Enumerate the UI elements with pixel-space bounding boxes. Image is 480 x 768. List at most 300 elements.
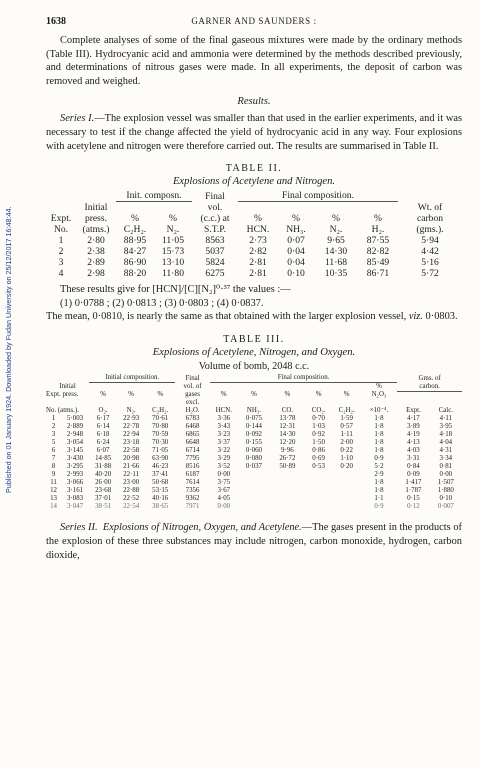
table-cell: 3·75 — [217, 479, 231, 487]
table2-h-nh3: NH₃. — [286, 224, 306, 236]
table-cell: 22·93 — [123, 415, 140, 423]
table-cell: 0·04 — [287, 257, 305, 269]
table-cell: 14·30 — [279, 431, 296, 439]
table-cell: 3·37 — [217, 439, 231, 447]
table-cell: 1·507 — [437, 479, 454, 487]
table-cell: 3·34 — [439, 455, 453, 463]
table-cell: 22·11 — [123, 471, 140, 479]
table2-h-n2: N₂. — [166, 224, 180, 236]
table-cell: 0·00 — [217, 471, 231, 479]
table-cell: 40·16 — [152, 495, 169, 503]
table3-h-initial: Initial — [59, 383, 76, 391]
table-cell: 8516 — [185, 463, 200, 471]
mean-viz: viz. — [408, 311, 423, 323]
table-cell: 82·82 — [366, 246, 390, 258]
table-cell — [333, 471, 361, 479]
table-cell: 2 — [51, 423, 56, 431]
table3-h-c2h2f: C₂H₂. — [338, 407, 355, 415]
table-cell — [305, 487, 333, 495]
download-notice: Published on 01 January 1924. Downloaded by Fudan University on 25/12/2017 16:48:44. — [4, 206, 13, 494]
table3-h-gases: gases — [185, 391, 200, 399]
table-cell — [238, 479, 270, 487]
table-cell: 6·24 — [96, 439, 110, 447]
table3-subtitle: Volume of bomb, 2048 c.c. — [198, 360, 310, 372]
table-cell: 1·8 — [374, 487, 384, 495]
table-row — [46, 257, 462, 268]
running-head — [46, 16, 462, 34]
table-cell: 0·57 — [340, 423, 353, 431]
table-cell: 4·31 — [439, 447, 453, 455]
table-cell: 3·066 — [67, 479, 84, 487]
table-cell — [238, 487, 270, 495]
table-cell: 22·58 — [123, 447, 140, 455]
table-cell: 5824 — [205, 257, 225, 269]
table-row — [46, 235, 462, 246]
table-row — [46, 463, 462, 471]
table-cell: 11·05 — [161, 235, 185, 247]
table-cell: 14 — [50, 503, 57, 511]
table-cell — [270, 503, 304, 511]
table-cell: 23·68 — [95, 487, 112, 495]
table-cell: 5·16 — [421, 257, 439, 269]
table2-h-vol: vol. — [207, 202, 223, 214]
mean-text-b: 0·0803. — [422, 311, 458, 323]
table-cell: 2·98 — [87, 268, 105, 280]
table-cell: 6187 — [185, 471, 200, 479]
table-cell: 1·8 — [374, 431, 384, 439]
table-cell: 0·092 — [245, 431, 262, 439]
table2-title: Explosions of Acetylene and Nitrogen. — [172, 176, 336, 188]
table3-h-pct: % — [220, 391, 227, 399]
table-cell: 5·2 — [374, 463, 384, 471]
table-row — [46, 268, 462, 279]
table-cell: 26·00 — [95, 479, 112, 487]
table3 — [46, 374, 462, 512]
table-cell — [238, 471, 270, 479]
table-cell: 1·11 — [340, 431, 353, 439]
table3-group-init: Initial composition. — [89, 374, 175, 383]
ratio-line: These results give for [HCN]/[C][N₂]⁰·³⁷ the values :— — [60, 284, 291, 296]
table-cell: 4·18 — [439, 431, 453, 439]
table-cell: 4·04 — [439, 439, 453, 447]
table-cell: 37·41 — [152, 471, 169, 479]
table-cell: 87·55 — [366, 235, 390, 247]
table-cell — [305, 495, 333, 503]
table-cell — [270, 495, 304, 503]
table-cell: 3·36 — [217, 415, 231, 423]
table-cell: 0·060 — [245, 447, 262, 455]
table2-h-expt: Expt. — [50, 213, 72, 225]
table3-h-noatms: No. (atms.). — [46, 407, 79, 415]
table-cell: 6 — [51, 447, 56, 455]
table-cell: 86·90 — [123, 257, 147, 269]
table-cell: 6648 — [185, 439, 200, 447]
table3-h-exptpress: Expt. press. — [46, 391, 79, 399]
table-cell: 4·05 — [217, 495, 231, 503]
table-cell: 12·20 — [279, 439, 296, 447]
table-row — [46, 439, 462, 447]
table3-h-co2: CO₂. — [311, 407, 326, 415]
table-cell: 3·67 — [217, 487, 231, 495]
table-cell: 13·78 — [279, 415, 296, 423]
table-cell: 2·89 — [87, 257, 105, 269]
table-cell: 2·948 — [67, 431, 84, 439]
table-cell: 0·84 — [407, 463, 420, 471]
table-cell: 0·155 — [245, 439, 262, 447]
table2-h-pct: % — [169, 213, 177, 225]
table3-h-pct: % — [251, 391, 257, 399]
table-cell: 71·05 — [152, 447, 169, 455]
table-row — [46, 503, 462, 511]
table-cell: 3·054 — [67, 439, 84, 447]
table2-h-h2: H₂. — [371, 224, 385, 236]
table-cell: 5·94 — [421, 235, 439, 247]
table-cell: 70·59 — [152, 431, 169, 439]
table-cell: 2·82 — [249, 246, 267, 258]
table-cell — [333, 487, 361, 495]
table-cell: 70·30 — [152, 439, 169, 447]
table-cell: 1 — [51, 415, 56, 423]
values-line: (1) 0·0788 ; (2) 0·0813 ; (3) 0·0803 ; (4) 0·0837. — [60, 297, 264, 309]
table2-h-no: No. — [53, 224, 69, 236]
table-cell: 0·81 — [439, 463, 453, 471]
table-cell: 2·889 — [67, 423, 84, 431]
table-cell: 10·35 — [324, 268, 348, 280]
page-number: 1638 — [46, 16, 66, 27]
table-cell: 40·20 — [95, 471, 112, 479]
table3-h-gms: Gms. of — [418, 374, 441, 382]
table-cell: 3·161 — [67, 487, 84, 495]
table-cell: 7971 — [185, 503, 200, 511]
table3-h-excl — [175, 399, 209, 415]
table-cell: 7356 — [185, 487, 200, 495]
table3-h-pct: % — [343, 391, 350, 399]
table-cell: 11·80 — [161, 268, 185, 280]
table2-h-pct: % — [254, 213, 262, 225]
table3-h-calc: Calc. — [438, 407, 453, 415]
table-cell: 4·03 — [407, 447, 420, 455]
table-cell: 88·20 — [123, 268, 147, 280]
table-row — [46, 415, 462, 423]
table2-group-final: Final composition. — [238, 190, 398, 202]
table-cell: 0·15 — [407, 495, 420, 503]
table-cell: 0·22 — [340, 447, 353, 455]
table-row — [46, 455, 462, 463]
table-cell: 46·23 — [152, 463, 169, 471]
table-cell: 0·075 — [245, 415, 262, 423]
series2-label: Series II. — [60, 522, 98, 534]
table-cell: 1·8 — [374, 423, 384, 431]
table-cell: 0·12 — [407, 503, 420, 511]
table-cell: 3·295 — [67, 463, 84, 471]
series1-paragraph — [46, 112, 462, 153]
table2-h-pct: % — [332, 213, 340, 225]
journal-page — [46, 16, 462, 562]
table-cell: 4·42 — [421, 246, 439, 258]
table2-h-carbon: carbon — [416, 213, 444, 225]
table-cell: 15·73 — [161, 246, 185, 258]
table-cell: 0·007 — [437, 503, 454, 511]
mean-text-a: The mean, 0·0810, is nearly the same as that obtained with the larger explosion vessel, — [46, 311, 409, 323]
table-cell: 14·30 — [324, 246, 348, 258]
table-cell: 6714 — [185, 447, 200, 455]
table2-h-final: Final — [205, 191, 225, 203]
table-row — [46, 423, 462, 431]
table-cell: 6783 — [185, 415, 200, 423]
table-cell: 12 — [50, 487, 57, 495]
table2-h-pct: % — [292, 213, 300, 225]
series2-title: Explosions of Nitrogen, Oxygen, and Acetylene. — [102, 522, 302, 534]
table-cell: 1·10 — [340, 455, 353, 463]
table3-h-pct: % — [128, 391, 134, 399]
table-cell: 0·144 — [245, 423, 262, 431]
running-title: GARNER AND SAUNDERS : — [191, 16, 317, 26]
table-cell: 7614 — [185, 479, 200, 487]
table-cell: 22·94 — [123, 431, 140, 439]
table-cell: 0·09 — [407, 471, 420, 479]
results-heading: Results. — [237, 96, 271, 108]
table-cell: 26·72 — [279, 455, 296, 463]
table-cell: 1·03 — [312, 423, 325, 431]
table2-h-wt: Wt. of — [417, 202, 443, 214]
table-cell: 3 — [58, 257, 64, 269]
table-cell: 0·00 — [217, 503, 231, 511]
table-cell — [305, 479, 333, 487]
table3-h-c2h2: C₂H₂. — [152, 407, 169, 415]
table3-h-n2o3: N₂O₃ — [371, 391, 387, 399]
table3-h-co: CO. — [281, 407, 294, 415]
table-cell: 3·23 — [217, 431, 231, 439]
table2-h-press: press. — [84, 213, 108, 225]
table-cell: 3·083 — [67, 495, 84, 503]
table-cell: 9·65 — [327, 235, 345, 247]
table-cell: 1·8 — [374, 439, 384, 447]
table-cell: 84·27 — [123, 246, 147, 258]
table-cell: 31·88 — [95, 463, 112, 471]
table3-caption: TABLE III. — [223, 333, 285, 345]
table-cell: 0·9 — [374, 455, 384, 463]
table-cell: 5037 — [205, 246, 225, 258]
table-cell: 3·89 — [407, 423, 420, 431]
table-cell: 13 — [50, 495, 57, 503]
table-cell — [333, 479, 361, 487]
series1-text: —The explosion vessel was smaller than that used in the earlier experiments, and it was necessary to test if the change affected the yield of hydrocyanic acid in any way. Four explosions with acetylene and nitrogen were therefore carried out. The results are summarised in Table II. — [46, 113, 462, 152]
table-cell: 8563 — [205, 235, 225, 247]
table-cell — [305, 471, 333, 479]
table-cell: 38·51 — [95, 503, 112, 511]
table-cell: 20·98 — [123, 455, 140, 463]
table3-h-pct: % — [315, 391, 322, 399]
table-cell: 2·81 — [249, 257, 267, 269]
table-cell — [333, 495, 361, 503]
table-cell: 3·430 — [67, 455, 84, 463]
table3-h-pct: % — [157, 391, 164, 399]
table-cell: 0·10 — [439, 495, 453, 503]
table-cell: 3·047 — [67, 503, 84, 511]
mean-line — [46, 310, 462, 324]
table-cell: 70·80 — [152, 423, 169, 431]
table3-h-pct-n2o3: % — [376, 383, 382, 391]
series2-paragraph — [46, 521, 462, 562]
table-cell: 3·22 — [217, 447, 231, 455]
table-cell: 6·07 — [96, 447, 110, 455]
table-cell: 2·9 — [374, 471, 384, 479]
table2-h-pct: % — [374, 213, 382, 225]
table2-h-initial: Initial — [84, 202, 108, 214]
table-cell: 22·88 — [123, 487, 140, 495]
table2-group-init: Init. composn. — [116, 190, 192, 202]
table-cell: 63·90 — [152, 455, 169, 463]
table-cell: 0·07 — [287, 235, 305, 247]
table-cell: 3·52 — [217, 463, 231, 471]
intro-paragraph: Complete analyses of some of the final gaseous mixtures were made by the ordinary methods (Table III). Hydrocyanic acid and ammonia were determined by the methods described previously, and determinations of nitrous gases were made. In all experiments, the deposit of carbon was removed and weighed. — [46, 35, 462, 87]
table-cell: 50·68 — [152, 479, 169, 487]
table-cell: 86·71 — [366, 268, 390, 280]
table2-h-c2h2: C₂H₂. — [123, 224, 147, 236]
table3-h-final: Final — [185, 374, 200, 382]
table-cell: 0·04 — [287, 246, 305, 258]
table-row — [46, 246, 462, 257]
table3-title: Explosions of Acetylene, Nitrogen, and Oxygen. — [152, 346, 356, 358]
table-cell: 85·49 — [366, 257, 390, 269]
table-cell: 1·8 — [374, 415, 384, 423]
table3-h-h2o: H₂O. — [185, 407, 200, 415]
table-cell: 53·15 — [152, 487, 169, 495]
table-cell: 8 — [51, 463, 56, 471]
table-cell: 4·13 — [407, 439, 420, 447]
table-cell — [270, 479, 304, 487]
table-cell: 5·003 — [67, 415, 84, 423]
table3-h-nh3: NH₃. — [246, 407, 261, 415]
table-cell: 0·10 — [287, 268, 305, 280]
table-cell: 0·92 — [312, 431, 325, 439]
table-cell: 9 — [51, 471, 56, 479]
table2 — [46, 190, 462, 279]
table-cell: 6·18 — [96, 431, 110, 439]
table-cell: 0·70 — [312, 415, 325, 423]
table-cell: 22·52 — [123, 495, 140, 503]
table-cell — [238, 495, 270, 503]
table-cell: 2·81 — [249, 268, 267, 280]
table-cell: 3·31 — [407, 455, 420, 463]
table2-h-atms: (atms.) — [82, 224, 110, 236]
table2-h-cc: (c.c.) at — [200, 213, 230, 225]
table-cell: 4·17 — [407, 415, 420, 423]
table-cell: 1·417 — [405, 479, 422, 487]
table-cell: 2·993 — [67, 471, 84, 479]
table-cell — [270, 487, 304, 495]
table2-h-pct: % — [131, 213, 139, 225]
table2-h-hcn: HCN. — [246, 224, 270, 236]
table-cell: 21·66 — [123, 463, 140, 471]
table-cell: 6275 — [205, 268, 225, 280]
table-row — [46, 431, 462, 439]
table-cell: 3·43 — [217, 423, 231, 431]
table-cell: 0·080 — [245, 455, 262, 463]
table-cell — [238, 503, 270, 511]
table-cell: 88·95 — [123, 235, 147, 247]
table-row — [46, 447, 462, 455]
table-cell: 7 — [51, 455, 56, 463]
table-cell: 1 — [58, 235, 64, 247]
table3-body — [46, 415, 462, 511]
table-cell: 1·8 — [374, 479, 384, 487]
table-cell: 0·53 — [312, 463, 325, 471]
table-cell: 3·145 — [67, 447, 84, 455]
table3-h-excl-text: excl. — [185, 399, 200, 407]
table-cell: 5·72 — [421, 268, 439, 280]
table-cell: 11·68 — [324, 257, 348, 269]
table-cell: 1·880 — [437, 487, 454, 495]
table-cell: 0·86 — [312, 447, 325, 455]
table-cell: 0·9 — [374, 503, 384, 511]
table-cell: 38·65 — [152, 503, 169, 511]
table-cell: 6865 — [185, 431, 200, 439]
table-cell: 14·85 — [95, 455, 112, 463]
table-row — [46, 487, 462, 495]
table3-h-pct: % — [284, 391, 291, 399]
table-cell: 0·20 — [340, 463, 353, 471]
table-cell — [270, 471, 304, 479]
table-cell: 1·59 — [340, 415, 353, 423]
table-row — [46, 479, 462, 487]
table-cell: 0·037 — [245, 463, 262, 471]
table3-h-expt: Expt. — [406, 407, 421, 415]
table-cell: 70·61 — [152, 415, 169, 423]
table-cell — [333, 503, 361, 511]
table-row — [46, 495, 462, 503]
table3-group-final: Final composition. — [210, 374, 398, 383]
table-cell: 1·787 — [405, 487, 422, 495]
table3-h-hcn: HCN. — [215, 407, 232, 415]
table-cell: 23·00 — [123, 479, 140, 487]
table-cell: 3 — [51, 431, 56, 439]
table3-h-x10: ×10⁻⁴. — [369, 407, 389, 415]
table2-h-stp: S.T.P. — [204, 224, 226, 236]
table-cell: 7795 — [185, 455, 200, 463]
table-cell: 4 — [58, 268, 64, 280]
table-cell: 4·19 — [407, 431, 420, 439]
table-cell: 1·50 — [312, 439, 325, 447]
table-cell: 37·01 — [95, 495, 112, 503]
table-cell: 23·18 — [123, 439, 140, 447]
table-cell: 2·80 — [87, 235, 105, 247]
table2-caption: TABLE II. — [225, 163, 283, 175]
table-cell: 0·00 — [439, 471, 453, 479]
series2-text: —The gases present in the products of the explosion of these three substances may include nitrogen, carbon monoxide, hydrogen, carbon dioxide, — [46, 522, 463, 561]
table3-h-n2: N₂. — [126, 407, 136, 415]
table-cell: 22·54 — [123, 503, 140, 511]
table3-h-volof: vol. of — [183, 383, 202, 391]
table-cell: 6·17 — [96, 415, 110, 423]
table-cell: 3·95 — [439, 423, 453, 431]
table3-h-pct: % — [100, 391, 106, 399]
table-cell: 13·10 — [161, 257, 185, 269]
table-cell: 11 — [50, 479, 57, 487]
table-cell: 2·38 — [87, 246, 105, 258]
table3-h-o2: O₂. — [98, 407, 108, 415]
table-row — [46, 471, 462, 479]
table-cell: 22·78 — [123, 423, 140, 431]
table-cell: 50·89 — [279, 463, 296, 471]
table-cell: 9·96 — [281, 447, 294, 455]
table-cell: 5 — [51, 439, 56, 447]
table-cell: 4·11 — [439, 415, 452, 423]
table-cell: 9362 — [185, 495, 200, 503]
series1-label: Series I. — [60, 113, 95, 125]
table2-h-n2f: N₂. — [329, 224, 343, 236]
table2-h-gms: (gms.). — [416, 224, 444, 236]
